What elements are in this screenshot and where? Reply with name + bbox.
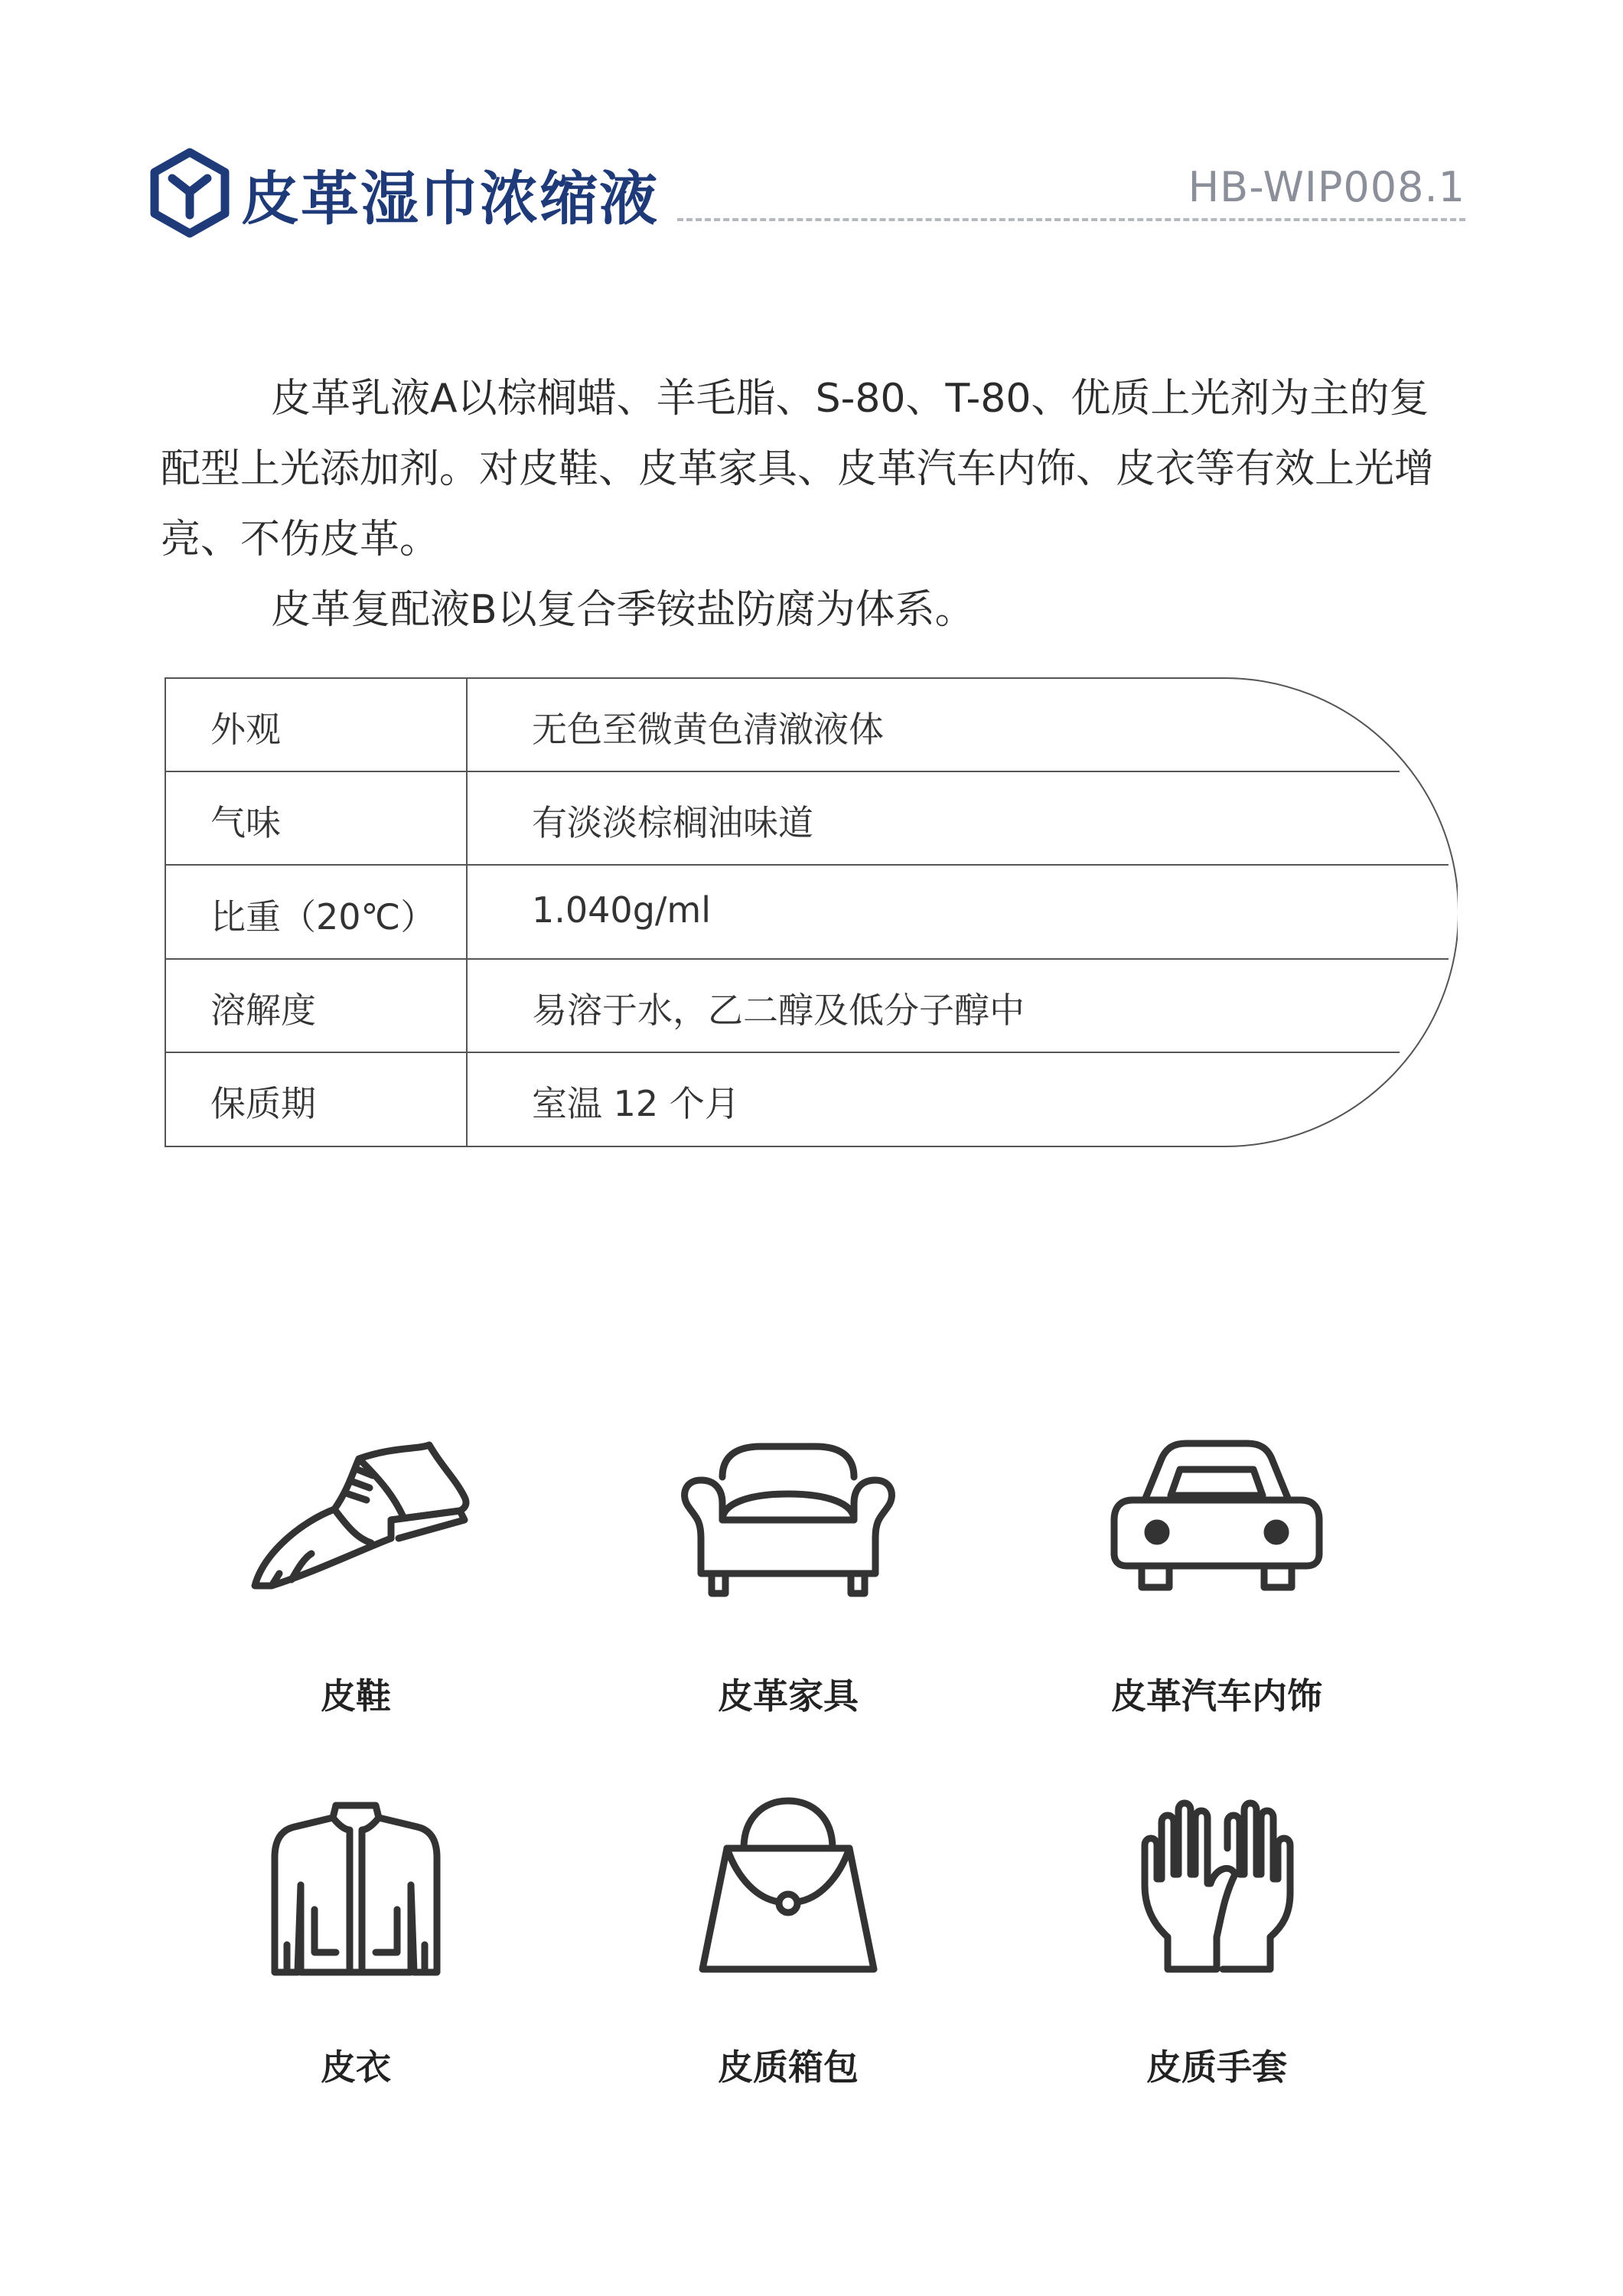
hexagon-y-logo-icon bbox=[149, 148, 230, 238]
leather-shoe-icon bbox=[241, 1424, 471, 1607]
spec-value-shelf-life: 室温 12 个月 bbox=[532, 1083, 740, 1124]
spec-value-density: 1.040g/ml bbox=[532, 889, 711, 931]
spec-key-odor: 气味 bbox=[210, 802, 281, 843]
spec-key-solubility: 溶解度 bbox=[210, 990, 316, 1031]
application-label: 皮革汽车内饰 bbox=[1111, 1675, 1322, 1717]
application-gloves bbox=[1033, 1795, 1400, 2090]
jacket-icon bbox=[241, 1795, 471, 1978]
header-divider bbox=[677, 218, 1465, 221]
application-shoes bbox=[172, 1424, 539, 1719]
application-label: 皮衣 bbox=[321, 2047, 391, 2088]
spec-key-appearance: 外观 bbox=[210, 709, 281, 750]
page-title: 皮革湿巾浓缩液 bbox=[241, 165, 659, 233]
application-car-interior bbox=[1033, 1424, 1400, 1719]
application-label: 皮质手套 bbox=[1146, 2047, 1287, 2088]
applications-grid bbox=[0, 1424, 1623, 2112]
application-label: 皮鞋 bbox=[321, 1675, 391, 1717]
application-jacket bbox=[172, 1795, 539, 2090]
application-furniture bbox=[605, 1424, 972, 1719]
description-paragraph-1: 皮革乳液A以棕榈蜡、羊毛脂、S-80、T-80、优质上光剂为主的复配型上光添加剂。对皮鞋、皮革家具、皮革汽车内饰、皮衣等有效上光增亮、不伤皮革。 bbox=[161, 376, 1435, 563]
spec-value-solubility: 易溶于水，乙二醇及低分子醇中 bbox=[532, 990, 1025, 1031]
document-code: HB-WIP008.1 bbox=[1188, 163, 1465, 211]
gloves-icon bbox=[1102, 1795, 1331, 1978]
product-description bbox=[161, 364, 1465, 645]
car-icon bbox=[1102, 1424, 1331, 1607]
spec-value-odor: 有淡淡棕榈油味道 bbox=[532, 802, 813, 843]
application-label: 皮革家具 bbox=[718, 1675, 859, 1717]
page-header bbox=[149, 142, 1465, 241]
handbag-icon bbox=[673, 1795, 903, 1978]
description-paragraph-2: 皮革复配液B以复合季铵盐防腐为体系。 bbox=[271, 587, 975, 633]
sofa-icon bbox=[673, 1424, 903, 1607]
spec-value-appearance: 无色至微黄色清澈液体 bbox=[532, 709, 884, 750]
spec-key-shelf-life: 保质期 bbox=[210, 1083, 316, 1124]
application-handbag bbox=[605, 1795, 972, 2090]
application-label: 皮质箱包 bbox=[718, 2047, 859, 2088]
spec-key-density: 比重（20℃） bbox=[210, 896, 436, 938]
spec-table bbox=[165, 677, 1458, 1148]
